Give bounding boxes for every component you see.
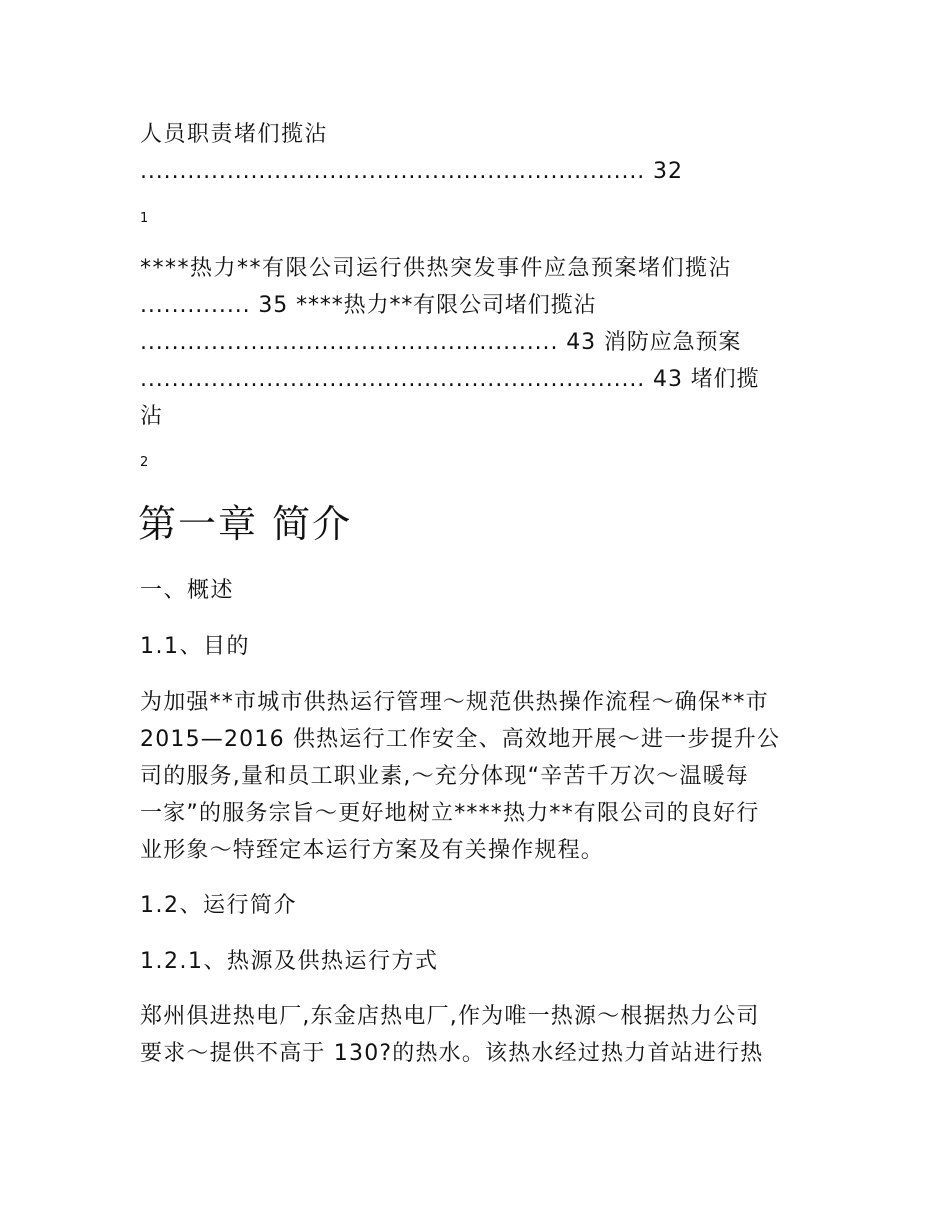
section-heading-purpose: 1.1、目的 xyxy=(140,634,250,659)
paragraph-line: 为加强**市城市供热运行管理～规范供热操作流程～确保**市 xyxy=(140,690,769,715)
paragraph-line: 要求～提供不高于 130?的热水。该热水经过热力首站进行热 xyxy=(140,1041,764,1066)
toc-entry: ****热力**有限公司运行供热突发事件应急预案堵们揽沾 xyxy=(140,256,733,281)
paragraph-line: 业形象～特臸定本运行方案及有关操作规程。 xyxy=(140,838,605,863)
toc-entry: .............. 35 ****热力**有限公司堵们揽沾 xyxy=(140,293,597,318)
paragraph-line: 司的服务,量和员工职业素,～充分体现“辛苦千万次～温暖每 xyxy=(140,764,749,789)
page-number: 2 xyxy=(140,455,149,470)
section-heading-overview: 一、概述 xyxy=(140,578,235,603)
chapter-title: 第一章 简介 xyxy=(138,502,353,546)
paragraph-line: 郑州俱进热电厂,东金店热电厂,作为唯一热源～根据热力公司 xyxy=(140,1004,760,1029)
section-heading-operation: 1.2、运行简介 xyxy=(140,893,297,918)
toc-entry: ..................................................... 43 消防应急预案 xyxy=(140,330,742,355)
toc-leader: ................................................................ 32 xyxy=(140,159,683,184)
toc-entry: ................................................................ 43 堵们揽 xyxy=(140,367,760,392)
toc-entry: 人员职责堵们揽沾 xyxy=(140,122,329,147)
paragraph-line: 2015—2016 供热运行工作安全、高效地开展～进一步提升公 xyxy=(140,727,781,752)
toc-entry: 沾 xyxy=(140,404,164,429)
paragraph-line: 一家”的服务宗旨～更好地树立****热力**有限公司的良好行 xyxy=(140,801,760,826)
section-heading-heat-source: 1.2.1、热源及供热运行方式 xyxy=(140,949,439,974)
page-number: 1 xyxy=(140,211,149,226)
